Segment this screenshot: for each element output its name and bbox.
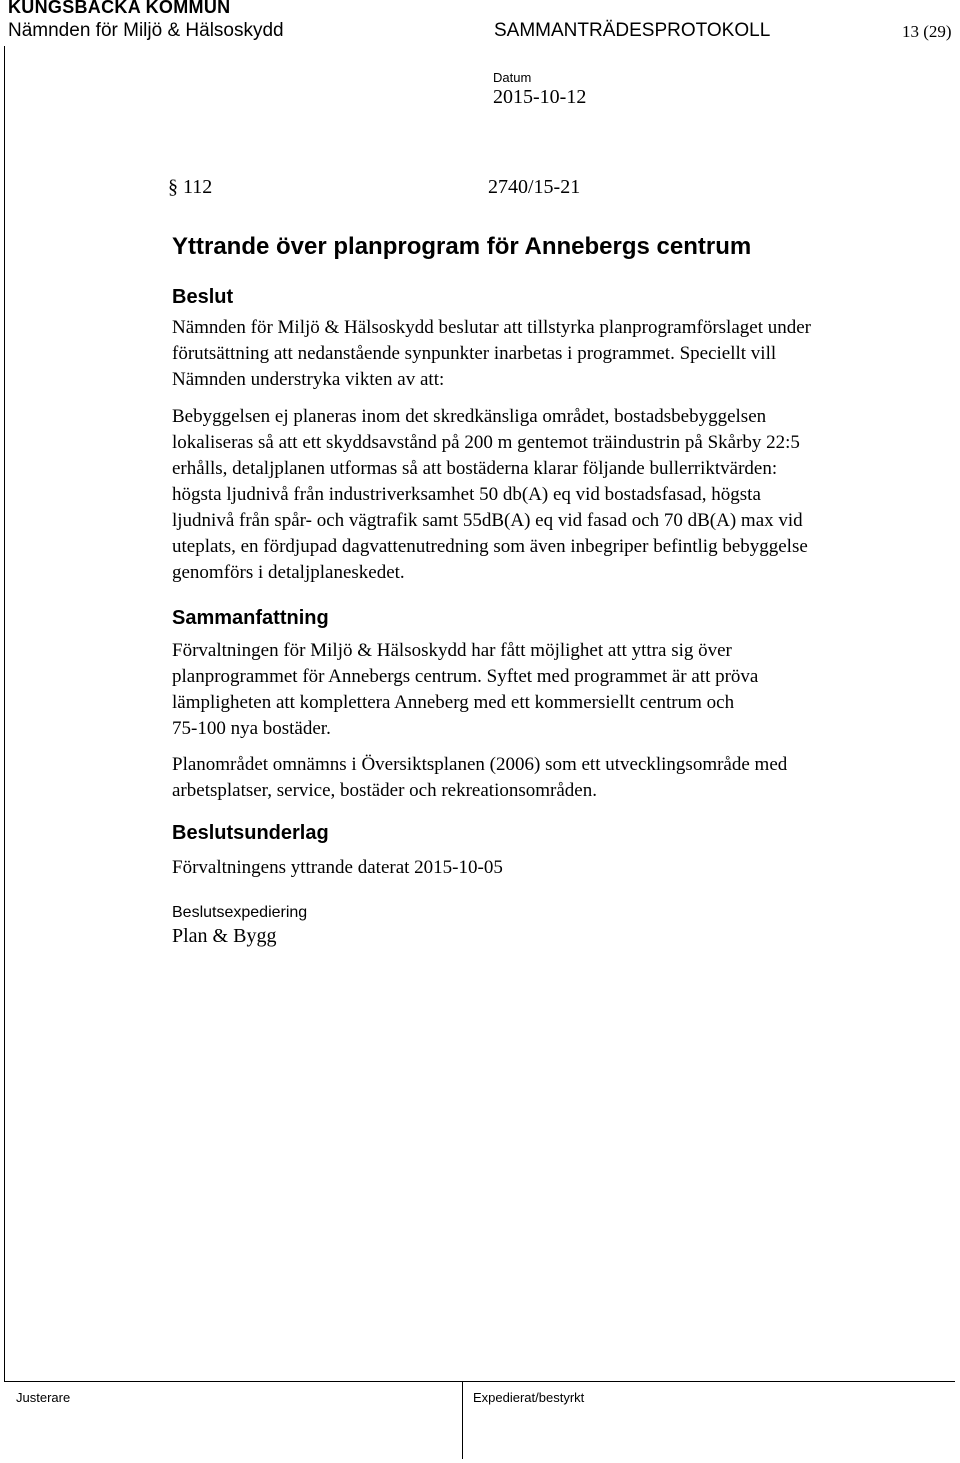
case-number: 2740/15-21 xyxy=(488,176,581,198)
sammanfattning-heading: Sammanfattning xyxy=(172,607,329,629)
sammanfattning-paragraph-1 xyxy=(172,638,932,742)
text-line: Förvaltningen för Miljö & Hälsoskydd har fått möjlighet att yttra sig över xyxy=(172,640,732,661)
footer-rule xyxy=(4,1381,955,1382)
beslut-detail-text xyxy=(172,404,932,586)
text-line: 75-100 nya bostäder. xyxy=(172,718,331,739)
text-line: Förvaltningens yttrande daterat 2015-10-05 xyxy=(172,857,503,878)
text-line: planprogrammet för Annebergs centrum. Syftet med programmet är att pröva xyxy=(172,666,759,687)
page-title: Yttrande över planprogram för Annebergs centrum xyxy=(172,233,752,260)
footer-justerare-label: Justerare xyxy=(16,1390,71,1405)
text-line: lämpligheten att komplettera Anneberg med ett kommersiellt centrum och xyxy=(172,692,735,713)
text-line: ljudnivå från spår- och vägtrafik samt 55dB(A) eq vid fasad och 70 dB(A) max vid xyxy=(172,510,803,531)
beslutsexpediering-value: Plan & Bygg xyxy=(172,925,277,947)
date-value: 2015-10-12 xyxy=(493,86,587,108)
text-line: Nämnden för Miljö & Hälsoskydd beslutar att tillstyrka planprogramförslaget under xyxy=(172,317,811,338)
footer-expedierat-label: Expedierat/bestyrkt xyxy=(473,1390,585,1405)
text-line: lokaliseras så att ett skyddsavstånd på 200 m gentemot träindustrin på Skårby 22:5 xyxy=(172,432,800,453)
organization-name: KUNGSBACKA KOMMUN xyxy=(8,0,231,17)
text-line: erhålls, detaljplanen utformas så att bostäderna klarar följande bullerriktvärden: xyxy=(172,458,778,479)
page-number: 13 (29) xyxy=(902,22,952,41)
paragraph-number: § 112 xyxy=(168,176,213,198)
beslutsunderlag-text xyxy=(172,855,932,881)
beslutsexpediering-heading: Beslutsexpediering xyxy=(172,904,308,921)
text-line: förutsättning att nedanstående synpunkter inarbetas i programmet. Speciellt vill xyxy=(172,343,777,364)
footer-divider xyxy=(462,1381,463,1459)
document-type: SAMMANTRÄDESPROTOKOLL xyxy=(494,20,771,41)
text-line: Bebyggelsen ej planeras inom det skredkänsliga området, bostadsbebyggelsen xyxy=(172,406,767,427)
left-margin-rule xyxy=(4,46,5,1381)
board-name: Nämnden för Miljö & Hälsoskydd xyxy=(8,20,284,41)
text-line: Planområdet omnämns i Översiktsplanen (2006) som ett utvecklingsområde med xyxy=(172,754,788,775)
text-line: genomförs i detaljplaneskedet. xyxy=(172,562,405,583)
sammanfattning-paragraph-2 xyxy=(172,752,932,804)
beslut-text xyxy=(172,315,932,393)
beslutsunderlag-heading: Beslutsunderlag xyxy=(172,822,329,844)
text-line: uteplats, en fördjupad dagvattenutredning som även inbegriper befintlig bebyggelse xyxy=(172,536,808,557)
text-line: arbetsplatser, service, bostäder och rekreationsområden. xyxy=(172,780,597,801)
text-line: Nämnden understryka vikten av att: xyxy=(172,369,445,390)
beslut-heading: Beslut xyxy=(172,286,234,308)
date-label: Datum xyxy=(493,70,532,85)
text-line: högsta ljudnivå från industriverksamhet 50 db(A) eq vid bostadsfasad, högsta xyxy=(172,484,761,505)
